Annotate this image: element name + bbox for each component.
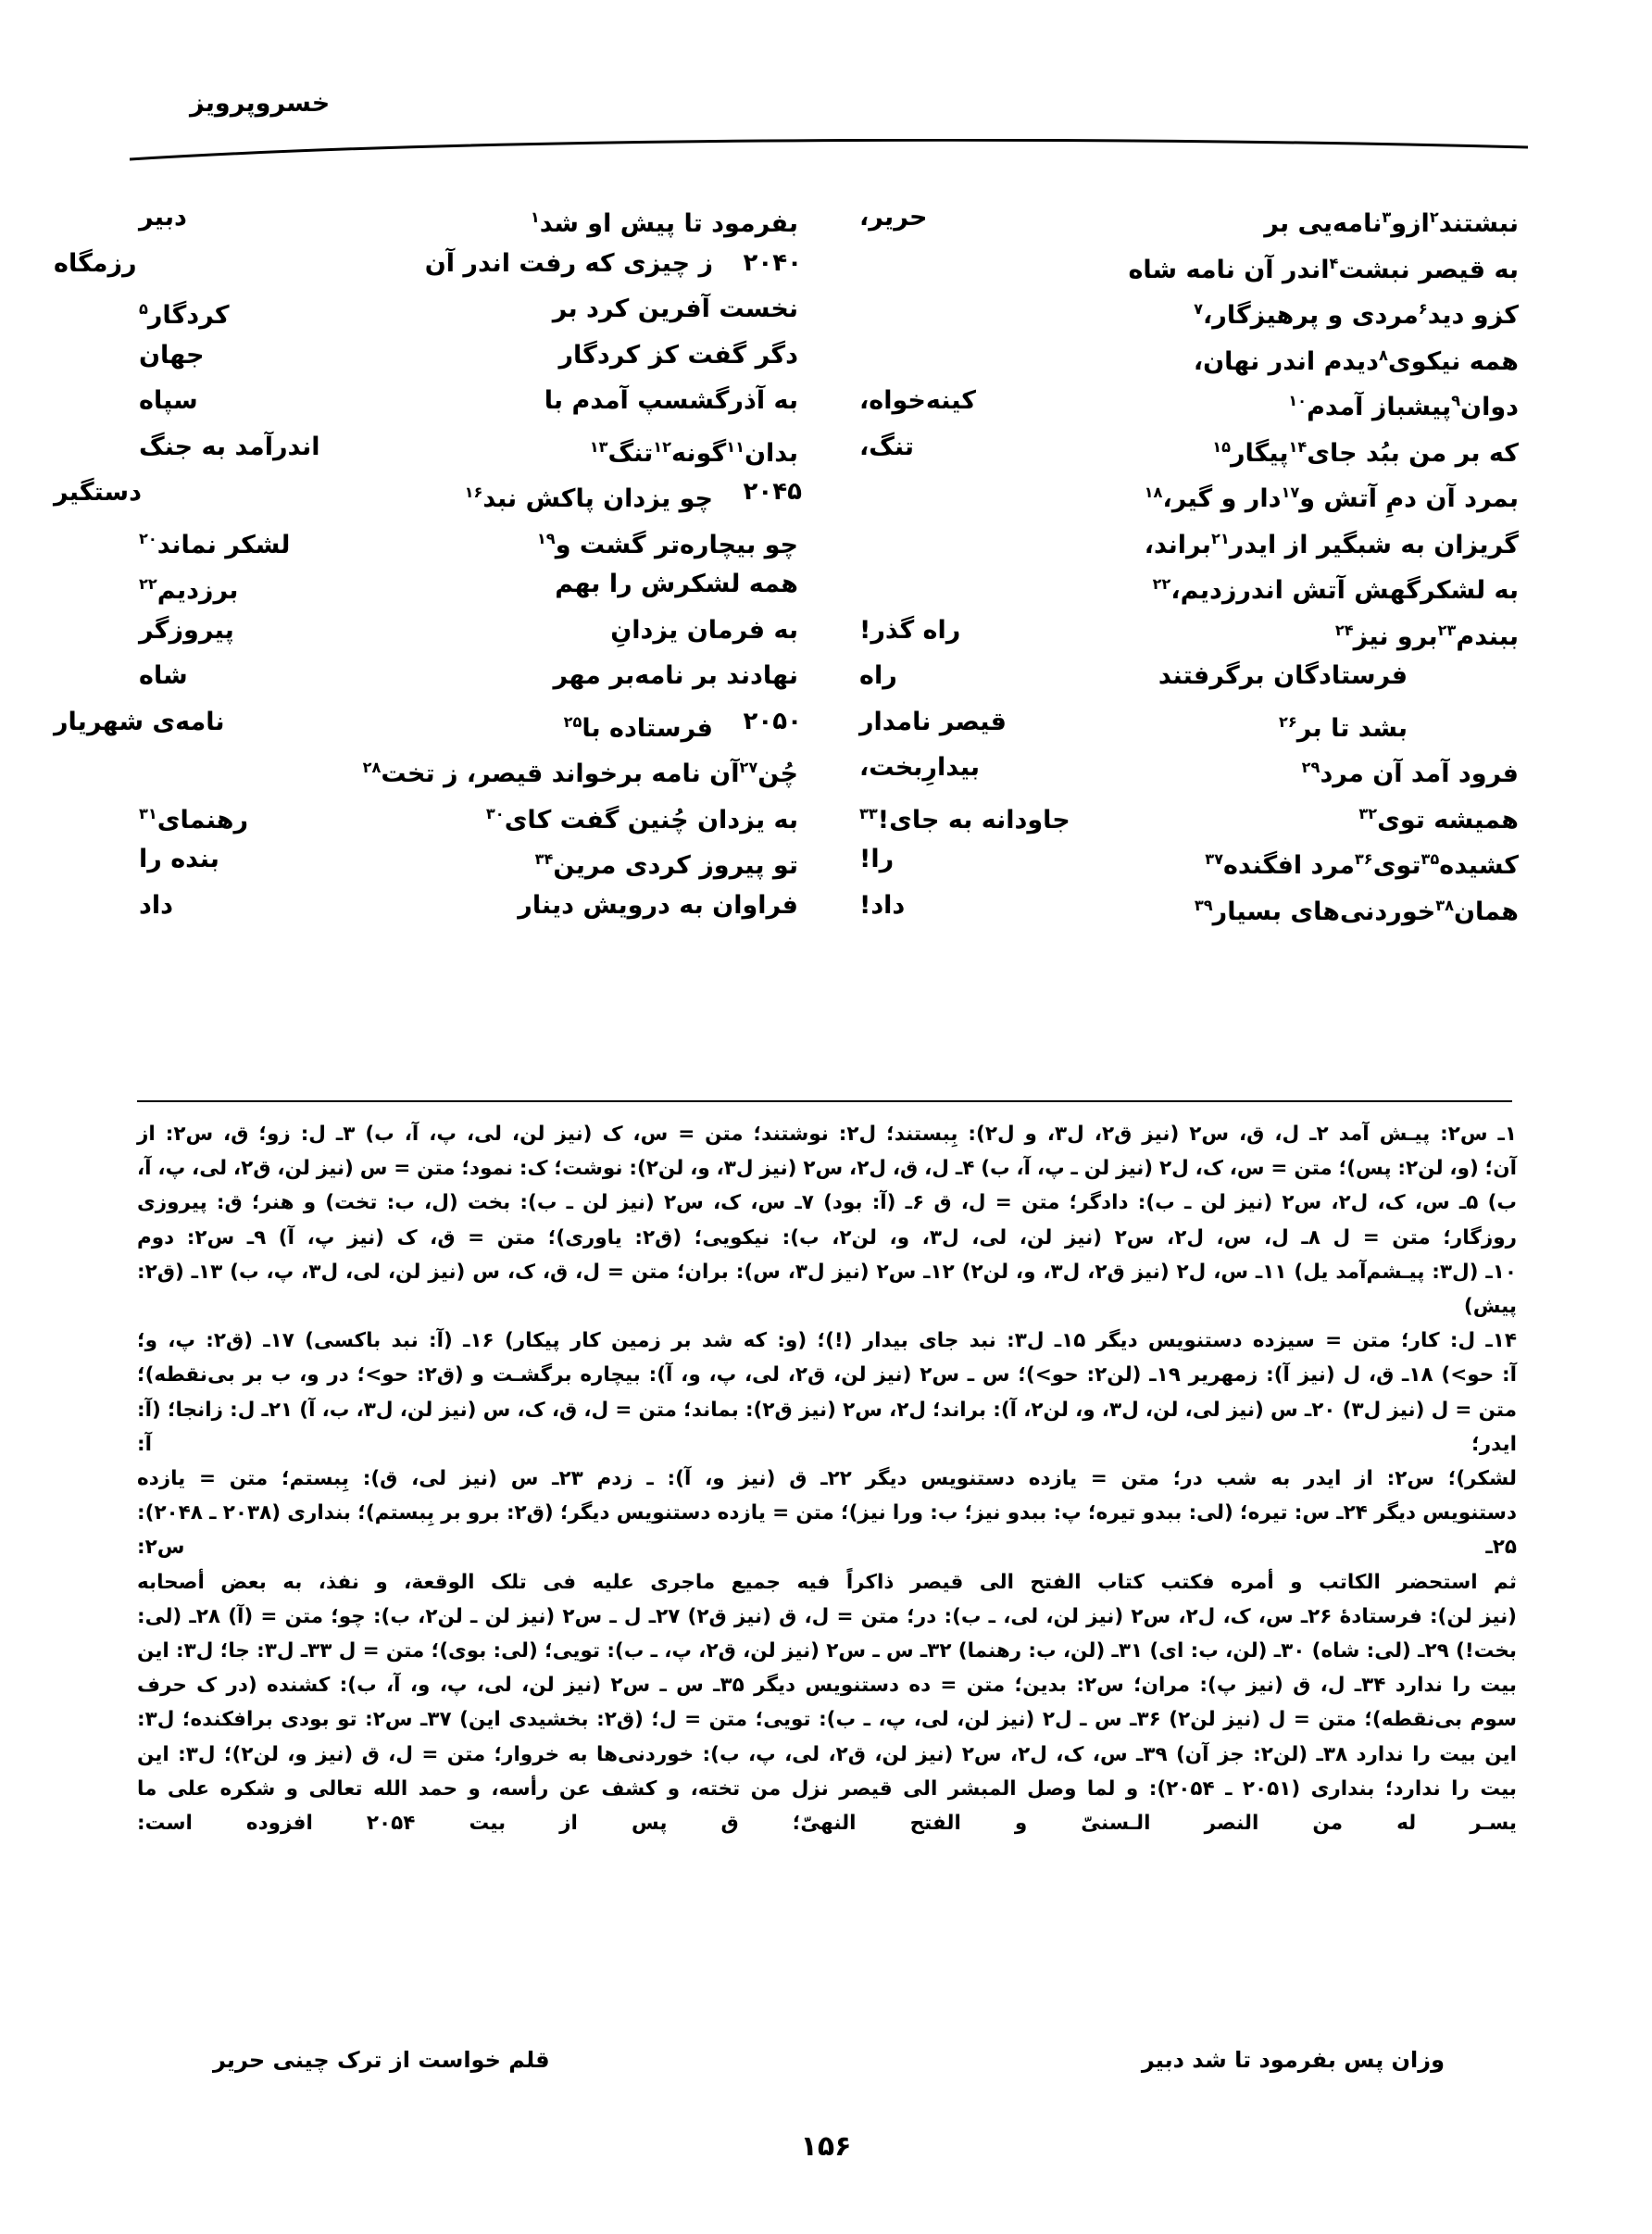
verse-line bbox=[139, 883, 798, 929]
footnote-marker: ۲ bbox=[1429, 208, 1439, 226]
apparatus-line: (نیز لن): فرستادهٔ ۲۶ـ س، ک، ل۲، س۲ (نیز لن، لی، ـ ب): در؛ متن = ل، ق (نیز ق۲) ۲۷ـ ل ـ س۲ (نیز لن ـ لن۲، ب): چو؛ متن = (آ) ۲۸ـ (لی: bbox=[137, 1604, 1518, 1628]
hemistich-a: چو بیچاره‌تر گشت و$^{۱۹}$ bbox=[536, 529, 798, 559]
footnote-marker: ۲۲ bbox=[139, 575, 157, 593]
verse-line bbox=[859, 378, 1519, 424]
footnote-marker: ۲۶ bbox=[1279, 712, 1297, 731]
hemistich-b: برزدیم$^{۲۲}$ bbox=[139, 575, 239, 605]
hemistich-a: چُن$^{۲۷}$آن نامه برخواند قیصر، ز تخت$^{۲۸}$ bbox=[362, 759, 798, 788]
hemistich-a: بدان$^{۱۱}$گونه$^{۱۲}$تنگ$^{۱۳}$ bbox=[589, 437, 798, 468]
footnote-marker: ۲۲ bbox=[1152, 575, 1171, 593]
hemistich-b: راه گذر! bbox=[859, 615, 961, 645]
footnote-marker: ۲۸ bbox=[362, 759, 382, 776]
verse-line bbox=[139, 516, 798, 562]
apparatus-line: سوم بی‌نقطه)؛ متن = ل (نیز لن۲) ۳۶ـ س ـ ل۲ (نیز لن، لی، پ، ـ ب): تویی؛ متن = ل؛ (ق۲: بخشیدی این) ۳۷ـ س۲: تو بودی برافکنده؛ ل۳: bbox=[137, 1708, 1517, 1732]
footnote-marker: ۱۷ bbox=[1281, 483, 1300, 501]
footnote-marker: ۵ bbox=[139, 300, 148, 318]
hemistich-b: سپاه bbox=[139, 386, 198, 415]
hemistich-b: قیصر نامدار bbox=[859, 707, 1007, 736]
hemistich-a: چو یزدان پاکش نبد$^{۱۶}$ bbox=[464, 483, 713, 513]
hemistich-a: بمرد آن دمِ آتش و$^{۱۷}$دار و گیر،$^{۱۸}$ bbox=[1144, 483, 1519, 513]
footnote-marker: ۹ bbox=[1451, 392, 1461, 409]
verse-column-left bbox=[859, 195, 1519, 926]
verse-line bbox=[54, 470, 802, 516]
footnote-marker: ۱۱ bbox=[726, 437, 745, 456]
footnote-marker: ۱۰ bbox=[1288, 392, 1308, 409]
footnote-marker: ۳۰ bbox=[485, 804, 505, 822]
footnote-marker: ۶ bbox=[1418, 300, 1428, 318]
footnote-marker: ۱ bbox=[530, 208, 540, 226]
verse-line bbox=[859, 699, 1519, 746]
verse-line bbox=[139, 286, 798, 333]
appendix-couplet-hemistich-b: قلم خواست از ترک چینی حریر bbox=[213, 2047, 550, 2073]
footnote-marker: ۱۶ bbox=[464, 483, 483, 501]
apparatus-line: یسـر له من النصر الـسنیّ و الفتح النهیّ؛ ق پس از بیت ۲۰۵۴ افزوده است: bbox=[137, 1812, 1517, 1836]
footnote-marker: ۱۲ bbox=[653, 437, 672, 456]
footnote-marker: ۱۴ bbox=[1288, 437, 1308, 456]
verse-line bbox=[859, 745, 1519, 791]
apparatus-line: آ: حو>) ۱۸ـ ق، ل (نیز آ): زمهریر ۱۹ـ (لن۲: حو>)؛ س ـ س۲ (نیز لن، ق۲، لی، پ، و، آ): بیچاره برگشـت و (ق۲: حو>؛ در و، ب بر بی‌نقطه)؛ bbox=[137, 1363, 1517, 1387]
verse-number: ۲۰۴۵ bbox=[743, 478, 802, 506]
verse-line bbox=[859, 836, 1519, 883]
hemistich-b: بیدارِبخت، bbox=[859, 753, 980, 782]
hemistich-a: به آذرگشسپ آمدم با bbox=[544, 386, 798, 415]
hemistich-b: جاودانه به جای!$^{۳۳}$ bbox=[859, 804, 1070, 835]
apparatus-line: ثم استحضر الکاتب و أمره فکتب کتاب الفتح الی قیصر ذاکراً فیه جمیع ماجری علیه فی تلک الوقعة، و نفذ، به بعض أصحابه bbox=[137, 1570, 1517, 1594]
hemistich-b: رهنمای$^{۳۱}$ bbox=[139, 804, 249, 835]
appendix-couplet-hemistich-a: وزان پس بفرمود تا شد دبیر bbox=[1141, 2047, 1445, 2073]
hemistich-a: فرود آمد آن مرد$^{۲۹}$ bbox=[1301, 759, 1519, 788]
verse-line bbox=[859, 516, 1519, 562]
footnote-marker: ۱۳ bbox=[589, 437, 608, 456]
hemistich-a: نهادند بر نامه‌بر مهر bbox=[553, 661, 798, 690]
hemistich-b: داد bbox=[139, 890, 173, 920]
running-head bbox=[139, 89, 1513, 118]
hemistich-a: نخست آفرین کرد بر bbox=[552, 295, 798, 323]
hemistich-b: جهان bbox=[139, 340, 205, 370]
verse-line bbox=[139, 424, 798, 471]
footnote-marker: ۳۱ bbox=[139, 804, 157, 822]
verse-number: ۲۰۴۰ bbox=[743, 248, 802, 277]
verse-body bbox=[54, 195, 1519, 926]
hemistich-a: به لشکرگهش آتش اندرزدیم،$^{۲۲}$ bbox=[1152, 575, 1519, 605]
header-rule bbox=[130, 139, 1528, 163]
hemistich-a: همان$^{۳۸}$خوردنی‌های بسیار$^{۳۹}$ bbox=[1194, 896, 1519, 926]
apparatus-rule bbox=[137, 1100, 1512, 1102]
hemistich-b: دبیر bbox=[139, 203, 187, 232]
hemistich-b: رزمگاه bbox=[54, 248, 137, 278]
hemistich-a: فرستادگان برگرفتند bbox=[1158, 661, 1408, 690]
hemistich-b: لشکر نماند$^{۲۰}$ bbox=[139, 529, 291, 559]
footnote-marker: ۳۴ bbox=[534, 850, 554, 868]
hemistich-a: دوان$^۹$پیشباز آمدم$^{۱۰}$ bbox=[1288, 392, 1519, 421]
verse-line bbox=[139, 195, 798, 241]
running-head-title: خسروپرویز bbox=[190, 89, 331, 118]
footnote-marker: ۲۴ bbox=[1334, 621, 1354, 639]
hemistich-b: اندرآمد به جنگ bbox=[139, 432, 320, 461]
footnote-marker: ۳۷ bbox=[1205, 850, 1223, 868]
apparatus-line: بیت را ندارد ۳۴ـ ل، ق (نیز پ): مران؛ س۲: بدین؛ متن = ده دستنویس دیگر ۳۵ـ س ـ س۲ (نیز لن، لی، پ، و، آ، ب): کشنده (در ک حرف bbox=[137, 1674, 1517, 1698]
hemistich-b: پیروزگر bbox=[139, 615, 234, 645]
footnote-marker: ۱۹ bbox=[536, 529, 556, 547]
hemistich-b: نامه‌ی شهریار bbox=[54, 707, 225, 736]
footnote-marker: ۳۸ bbox=[1435, 896, 1454, 914]
hemistich-a: فراوان به درویش دینار bbox=[518, 890, 798, 920]
footnote-marker: ۳ bbox=[1382, 208, 1392, 226]
apparatus-line: ۱ـ س۲: پیـش آمد ۲ـ ل، ق، س۲ (نیز ق۲، ل۳، و ل۲): بِبستند؛ ل۲: نوشتند؛ متن = س، ک (نیز لن، لی، پ، آ، ب) ۳ـ ل: زو؛ ق، س۲: از bbox=[137, 1123, 1517, 1146]
footnote-marker: ۸ bbox=[1378, 345, 1388, 364]
footnote-marker: ۳۳ bbox=[859, 804, 878, 822]
appendix-couplet bbox=[213, 2047, 1445, 2073]
page-number: ۱۵۶ bbox=[800, 2130, 852, 2163]
footnote-marker: ۲۳ bbox=[1437, 621, 1457, 639]
hemistich-b: شاه bbox=[139, 661, 188, 690]
verse-line bbox=[54, 699, 802, 746]
footnote-marker: ۴ bbox=[1329, 254, 1339, 272]
hemistich-a: به یزدان چُنین گفت کای$^{۳۰}$ bbox=[485, 804, 798, 835]
hemistich-a: کشیده$^{۳۵}$توی$^{۳۶}$مرد افگنده$^{۳۷}$ bbox=[1205, 850, 1519, 880]
hemistich-a: ببندم$^{۲۳}$برو نیز$^{۲۴}$ bbox=[1334, 621, 1519, 651]
apparatus-line: متن = ل (نیز ل۳) ۲۰ـ س (نیز لی، لن، ل۳، و، لن۲، آ): براند؛ ل۲، س۲ (نیز ق۲): بماند؛ متن = ل، ق، ک، س (نیز لن، ل۳، ب، آ) ۲۱ـ ل: زانجا؛ (آ: ایدر؛ آ: bbox=[137, 1398, 1518, 1456]
verse-line bbox=[859, 424, 1519, 471]
hemistich-a: فرستاده با$^{۲۵}$ bbox=[563, 712, 713, 743]
apparatus-line: آن؛ (و، لن۲: پس)؛ متن = س، ک، ل۲ (نیز لن ـ پ، آ، ب) ۴ـ ل، ق، ل۲، س۲ (نیز ل۳، و، لن۲): نوشت؛ ک: نمود؛ متن = س (نیز لن، ق۲، لی، پ، آ، bbox=[137, 1157, 1517, 1181]
verse-column-right bbox=[54, 195, 802, 920]
apparatus-line: بخت!) ۲۹ـ (لی: شاه) ۳۰ـ (لن، ب: ای) ۳۱ـ (لن، ب: رهنما) ۳۲ـ س ـ س۲ (نیز لن، ق۲، پ، ـ ب): تویی؛ (لی: بوی)؛ متن = ل ۳۳ـ ل۳: جا؛ ل۳: این bbox=[137, 1639, 1517, 1663]
hemistich-a: دگر گفت کز کردگار bbox=[558, 340, 798, 370]
verse-line bbox=[139, 561, 798, 608]
hemistich-a: بفرمود تا پیش او شد$^۱$ bbox=[530, 208, 798, 238]
verse-line bbox=[859, 286, 1519, 333]
footnote-marker: ۱۵ bbox=[1212, 437, 1231, 456]
apparatus-line: دستنویس دیگر ۲۴ـ س: تیره؛ (لی: ببدو تیره؛ پ: ببدو نیز؛ ب: ورا نیز)؛ متن = یازده دستنویس دیگر؛ (ق۲: برو بر بِبستم)؛ بنداری (۲۰۳۸ ـ ۲۰۴۸): ۲۵ـ س۲: bbox=[137, 1501, 1517, 1560]
critical-apparatus bbox=[137, 1117, 1517, 1840]
verse-line bbox=[859, 561, 1519, 608]
verse-line bbox=[859, 333, 1519, 379]
hemistich-a: نبشتند$^۲$ازو$^۳$نامه‌یی بر bbox=[1264, 208, 1519, 238]
hemistich-b: داد! bbox=[859, 890, 906, 920]
hemistich-a: که بر من ببُد جای$^{۱۴}$پیگار$^{۱۵}$ bbox=[1212, 437, 1519, 468]
apparatus-line: لشکر)؛ س۲: از ایدر به شب در؛ متن = یازده دستنویس دیگر ۲۲ـ ق (نیز و، آ): ـ زدم ۲۳ـ س (نیز لی، ق): بِبستم؛ متن = یازده bbox=[137, 1467, 1517, 1491]
verse-line bbox=[859, 791, 1519, 837]
hemistich-a: همه نیکوی$^۸$دیدم اندر نهان، bbox=[1193, 345, 1519, 376]
verse-line bbox=[859, 195, 1519, 241]
apparatus-line: روزگار؛ متن = ل ۸ـ ل، س، ل۲، س۲ (نیز لن، لی، ل۳، و، لن۲، ب): نیکویی؛ (ق۲: یاوری)؛ متن = ق، ک (نیز پ، آ) ۹ـ س۲: دوم bbox=[137, 1225, 1518, 1249]
apparatus-line: این بیت را ندارد ۳۸ـ (لن۲: جز آن) ۳۹ـ س، ک، ل۲، س۲ (نیز لن، ق۲، لی، پ، ب): خوردنی‌ها به خروار؛ متن = ل، ق (نیز و، لن۲)؛ ل۳: این bbox=[137, 1742, 1517, 1766]
hemistich-a: به قیصر نبشت$^۴$اندر آن نامه شاه bbox=[1128, 254, 1519, 284]
verse-line bbox=[859, 470, 1519, 516]
verse-line bbox=[139, 745, 798, 791]
hemistich-b: حریر، bbox=[859, 203, 928, 232]
verse-line bbox=[54, 241, 802, 287]
footnote-marker: ۱۸ bbox=[1144, 483, 1163, 501]
footnote-marker: ۲۵ bbox=[563, 712, 582, 731]
hemistich-a: به فرمان یزدانِ bbox=[610, 615, 798, 645]
footnote-marker: ۳۶ bbox=[1354, 850, 1373, 868]
hemistich-a: کزو دید$^۶$مردی و پرهیزگار،$^۷$ bbox=[1194, 300, 1519, 330]
footnote-marker: ۲۹ bbox=[1301, 759, 1320, 776]
hemistich-a: همه لشکرش را بهم bbox=[555, 570, 798, 598]
footnote-marker: ۲۱ bbox=[1210, 529, 1230, 547]
apparatus-line: ۱۰ـ (ل۳: پیـشم‌آمد یل) ۱۱ـ س، ل۲ (نیز ق۲، ل۳، و، لن۲) ۱۲ـ س۲ (نیز ل۳، س): بران؛ متن = ل، ق، ک، س (نیز لن، لی، ل۳، پ، ب) ۱۳ـ (ق۲: پیش) bbox=[137, 1260, 1517, 1319]
footnote-marker: ۳۲ bbox=[1358, 804, 1378, 822]
apparatus-line: بیت را ندارد؛ بنداری (۲۰۵۱ ـ ۲۰۵۴): و لما وصل المبشر الی قیصر نزل من تخته، و کشف عن رأسه، و حمد الله تعالی و شکره علی ما bbox=[137, 1776, 1517, 1801]
footnote-marker: ۳۵ bbox=[1420, 850, 1440, 868]
footnote-marker: ۷ bbox=[1194, 300, 1204, 318]
hemistich-b: کردگار$^۵$ bbox=[139, 300, 230, 330]
verse-line bbox=[139, 791, 798, 837]
apparatus-line: ۱۴ـ ل: کار؛ متن = سیزده دستنویس دیگر ۱۵ـ ل۳: نبد جای بیدار (!)؛ (و: که شد بر زمین کار پیکار) ۱۶ـ (آ: نبد باکسی) ۱۷ـ (ق۲: پ، و؛ bbox=[137, 1329, 1517, 1353]
verse-line bbox=[139, 653, 798, 699]
verse-line bbox=[859, 241, 1519, 287]
hemistich-a: ز چیزی که رفت اندر آن bbox=[424, 248, 713, 278]
hemistich-a: تو پیروز کردی مرین$^{۳۴}$ bbox=[534, 850, 798, 880]
footnote-marker: ۲۷ bbox=[739, 759, 758, 776]
hemistich-b: تنگ، bbox=[859, 432, 915, 461]
apparatus-line: ب) ۵ـ س، ک، ل۲، س۲ (نیز لن ـ ب): دادگر؛ متن = ل، ق ۶ـ (آ: بود) ۷ـ س، ک، س۲ (نیز لن ـ ب): بخت (ل، ب: تخت) و هنر؛ ق: پیروزی bbox=[137, 1191, 1517, 1215]
verse-line bbox=[139, 378, 798, 424]
verse-line bbox=[139, 608, 798, 654]
hemistich-b: کینه‌خواه، bbox=[859, 386, 976, 415]
hemistich-a: بشد تا بر$^{۲۶}$ bbox=[1279, 712, 1408, 743]
verse-line bbox=[859, 653, 1519, 699]
hemistich-b: راه bbox=[859, 661, 897, 690]
hemistich-b: بنده را bbox=[139, 845, 219, 873]
footnote-marker: ۳۹ bbox=[1194, 896, 1213, 914]
verse-line bbox=[139, 836, 798, 883]
hemistich-a: گریزان به شبگیر از ایدر$^{۲۱}$براند، bbox=[1144, 529, 1519, 559]
verse-line bbox=[859, 608, 1519, 654]
verse-line bbox=[859, 883, 1519, 929]
hemistich-b: را! bbox=[859, 845, 895, 873]
verse-line bbox=[139, 333, 798, 379]
hemistich-a: همیشه توی$^{۳۲}$ bbox=[1358, 804, 1519, 835]
verse-number: ۲۰۵۰ bbox=[743, 707, 802, 735]
footnote-marker: ۲۰ bbox=[139, 529, 157, 547]
hemistich-b: دستگیر bbox=[54, 478, 142, 507]
